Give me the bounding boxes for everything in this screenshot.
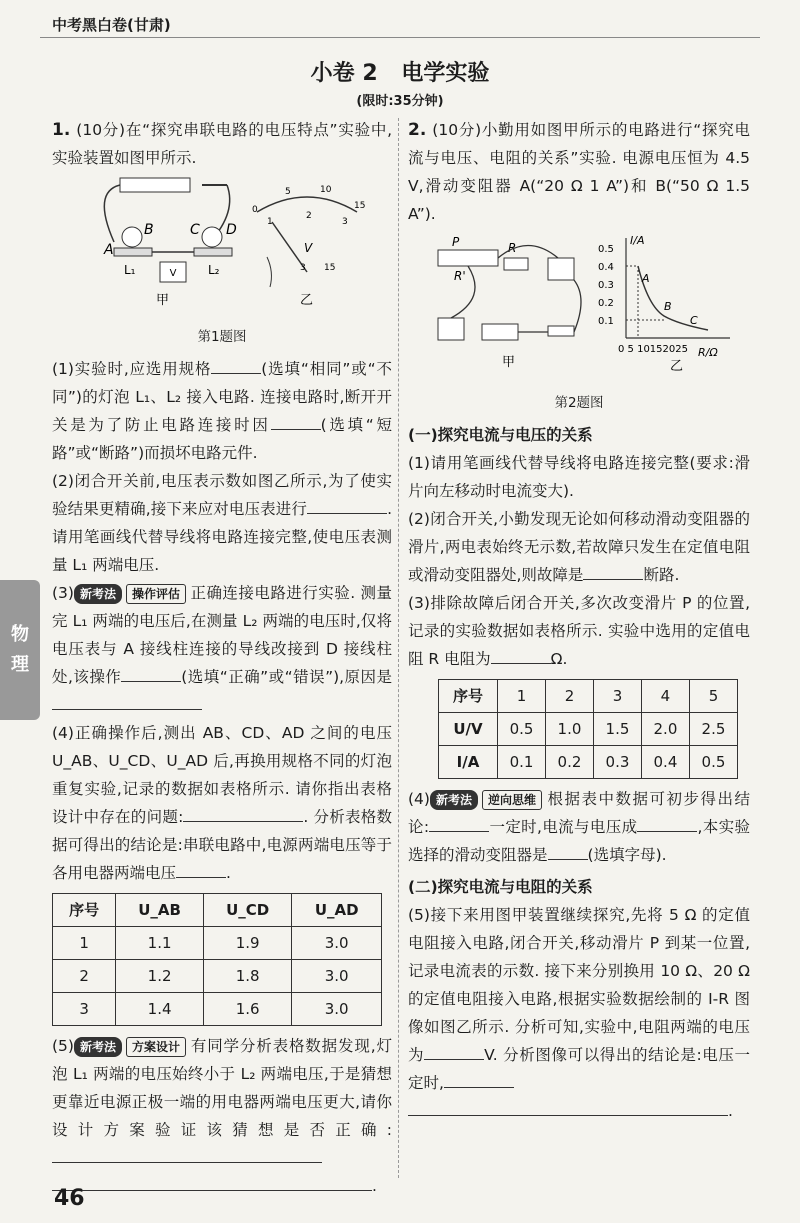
svg-text:0 5 10152025: 0 5 10152025 (618, 344, 688, 355)
svg-text:1: 1 (267, 217, 273, 227)
svg-text:2: 2 (306, 211, 312, 221)
svg-text:L₁: L₁ (124, 263, 136, 277)
battery-icon (120, 178, 190, 192)
q2-section-1: (一)探究电流与电压的关系 (408, 426, 593, 444)
svg-text:R: R (508, 241, 517, 255)
svg-text:0.3: 0.3 (598, 280, 614, 291)
svg-text:5: 5 (285, 187, 291, 197)
q2-figure (408, 228, 748, 378)
svg-text:0.4: 0.4 (598, 262, 614, 273)
svg-text:L₂: L₂ (208, 263, 220, 277)
svg-text:R': R' (454, 269, 466, 283)
svg-text:R/Ω: R/Ω (698, 346, 718, 359)
rheostat-icon (438, 250, 498, 266)
q1-part4: (4)正确操作后,测出 AB、CD、AD 之间的电压 U_AB、U_CD、U_AD 后,再换用规格不同的灯泡重复实验,记录的数据如表格所示. 请你指出表格设计中存在的问题: . 分析表格数据可得出的结论是:串联电路中,电源两端电压等于各用电器两端电压 . (52, 724, 392, 882)
q1-blank-1[interactable] (211, 355, 261, 374)
svg-text:D: D (226, 222, 237, 238)
table-row: 1 1.1 1.9 3.0 (53, 927, 382, 960)
svg-text:C: C (190, 222, 200, 238)
ammeter-icon (438, 318, 464, 340)
page-number: 46 (54, 1186, 85, 1211)
subject-side-tab: 物 理 (0, 580, 40, 720)
q1-part2: (2)闭合开关前,电压表示数如图乙所示,为了使实验结果更精确,接下来应对电压表进行 . 请用笔画线代替导线将电路连接完整,使电压表测量 L₁ 两端电压. (52, 472, 392, 574)
q1-part3: (3) 新考法 操作评估 正确连接电路进行实验. 测量完 L₁ 两端的电压后,在测量 L₂ 两端的电压时,仅将电压表与 A 接线柱连接的导线改接到 D 接线柱处,该操作 (选填“正确”或“错误”),原因是 (52, 579, 392, 719)
q2-intro: 2. (10分)小勤用如图甲所示的电路进行“探究电流与电压、电阻的关系”实验. 电源电压恒为 4.5 V,滑动变阻器 A(“20 Ω 1 A”)和 B(“50 Ω 1.5 A”). (408, 120, 750, 223)
q2-blank-6[interactable] (424, 1041, 484, 1060)
svg-text:甲: 甲 (156, 293, 170, 308)
svg-text:甲: 甲 (502, 355, 516, 370)
svg-text:B: B (664, 300, 672, 313)
table-row: I/A 0.1 0.2 0.3 0.4 0.5 (439, 746, 738, 779)
q2-part3: (3)排除故障后闭合开关,多次改变滑片 P 的位置,记录的实验数据如表格所示. 实验中选用的定值电阻 R 电阻为 Ω. (408, 594, 750, 668)
svg-text:3: 3 (300, 263, 306, 273)
operation-eval-badge: 操作评估 (126, 584, 186, 604)
q2-blank-5[interactable] (548, 841, 588, 860)
svg-text:0.2: 0.2 (598, 298, 614, 309)
q2-blank-8[interactable] (408, 1097, 728, 1116)
q2-figure-caption: 第2题图 (554, 395, 604, 411)
svg-text:15: 15 (354, 201, 366, 211)
svg-text:P: P (452, 235, 460, 249)
q2-part5: (5)接下来用图甲装置继续探究,先将 5 Ω 的定值电阻接入电路,闭合开关,移动滑片 P 到某一位置,记录电流表的示数. 接下来分别换用 10 Ω、20 Ω 的定值电阻接入电路,根据实验数据绘制的 I-R 图像如图乙所示. 分析可知,实验中,电阻两端的电压为 V. 分析图像可以得出的结论是:电压一定时, . (408, 906, 750, 1120)
svg-text:乙: 乙 (670, 359, 684, 374)
q1-blank-7[interactable] (176, 859, 226, 878)
question-1 (52, 116, 392, 1200)
q2-blank-2[interactable] (491, 645, 551, 664)
svg-text:0.5: 0.5 (598, 244, 614, 255)
q1-blank-2[interactable] (271, 411, 321, 430)
q1-intro: 1. (10分)在“探究串联电路的电压特点”实验中,实验装置如图甲所示. (52, 120, 392, 167)
q1-figure-caption: 第1题图 (197, 329, 247, 345)
lamp-l1-icon (122, 227, 142, 247)
switch-icon (548, 326, 574, 336)
q1-blank-5[interactable] (52, 691, 202, 710)
q2-blank-7[interactable] (444, 1069, 514, 1088)
svg-text:V: V (304, 241, 313, 255)
q1-data-table: 序号 U_AB U_CD U_AD 1 1.1 1.9 3.0 2 1.2 1.8 3.0 3 1.4 1.6 3.0 (52, 893, 382, 1026)
svg-text:3: 3 (342, 217, 348, 227)
q2-part1: (1)请用笔画线代替导线将电路连接完整(要求:滑片向左移动时电流变大). (408, 454, 750, 500)
q2-part2: (2)闭合开关,小勤发现无论如何移动滑动变阻器的滑片,两电表始终无示数,若故障只发生在定值电阻或滑动变阻器处,则故障是 断路. (408, 510, 750, 584)
svg-text:A: A (642, 272, 650, 285)
lamp-l2-icon (202, 227, 222, 247)
svg-text:10: 10 (320, 185, 332, 195)
q1-blank-3[interactable] (307, 495, 387, 514)
svg-text:I/A: I/A (630, 234, 645, 247)
q2-data-table (438, 679, 738, 779)
svg-text:B: B (144, 222, 154, 238)
q2-blank-4[interactable] (637, 813, 697, 832)
q1-number: 1. (52, 120, 71, 140)
page-title (0, 56, 800, 87)
q1-blank-4[interactable] (121, 663, 181, 682)
svg-text:C: C (690, 314, 698, 327)
series-header: 中考黑白卷(甘肃) (52, 16, 171, 34)
new-method-badge: 新考法 (74, 584, 122, 604)
q2-part4: (4) 新考法 逆向思维 根据表中数据可初步得出结论: 一定时,电流与电压成 ,本实验选择的滑动变阻器是 (选填字母). (408, 790, 750, 864)
column-divider (398, 118, 399, 1178)
reverse-thinking-badge: 逆向思维 (482, 790, 542, 810)
resistor-icon (504, 258, 528, 270)
new-method-badge: 新考法 (74, 1037, 122, 1057)
q1-part1: (1)实验时,应选用规格 (选填“相同”或“不同”)的灯泡 L₁、L₂ 接入电路. 连接电路时,断开开关是为了防止电路连接时因 (选填“短路”或“断路”)而损坏电路元件. (52, 355, 392, 467)
header-rule (40, 37, 760, 38)
plan-design-badge: 方案设计 (126, 1037, 186, 1057)
time-limit: (限时:35分钟) (356, 94, 444, 109)
voltmeter-icon (548, 258, 574, 280)
q1-part5: (5) 新考法 方案设计 有同学分析表格数据发现,灯泡 L₁ 两端的电压始终小于 L₂ 两端电压,于是猜想更靠近电源正极一端的用电器两端电压更大,请你设计方案验证该猜想是否正确: . (52, 1037, 392, 1195)
svg-text:0.1: 0.1 (598, 316, 614, 327)
wire-left (104, 185, 120, 242)
q1-figure (52, 172, 392, 312)
q1-blank-9[interactable] (52, 1172, 372, 1191)
q2-blank-3[interactable] (429, 813, 489, 832)
power-supply-icon (482, 324, 518, 340)
q2-number: 2. (408, 120, 427, 140)
table-row: 3 1.4 1.6 3.0 (53, 993, 382, 1026)
table-row: 2 1.2 1.8 3.0 (53, 960, 382, 993)
svg-text:V: V (169, 268, 177, 279)
svg-text:0: 0 (252, 205, 258, 215)
svg-text:15: 15 (324, 263, 336, 273)
q2-blank-1[interactable] (583, 561, 643, 580)
table-row: 序号 1 2 3 4 5 (439, 680, 738, 713)
q2-section-2: (二)探究电流与电阻的关系 (408, 878, 593, 896)
dial-arc (257, 197, 357, 212)
paper-label: 小卷 2 (310, 61, 378, 86)
subject-label: 电学实验 (401, 61, 490, 86)
svg-text:A: A (104, 242, 114, 258)
svg-text:乙: 乙 (300, 293, 314, 308)
q1-blank-6[interactable] (183, 803, 303, 822)
table-row: U/V 0.5 1.0 1.5 2.0 2.5 (439, 713, 738, 746)
new-method-badge: 新考法 (430, 790, 478, 810)
q1-blank-8[interactable] (52, 1144, 322, 1163)
question-2 (408, 116, 750, 1125)
